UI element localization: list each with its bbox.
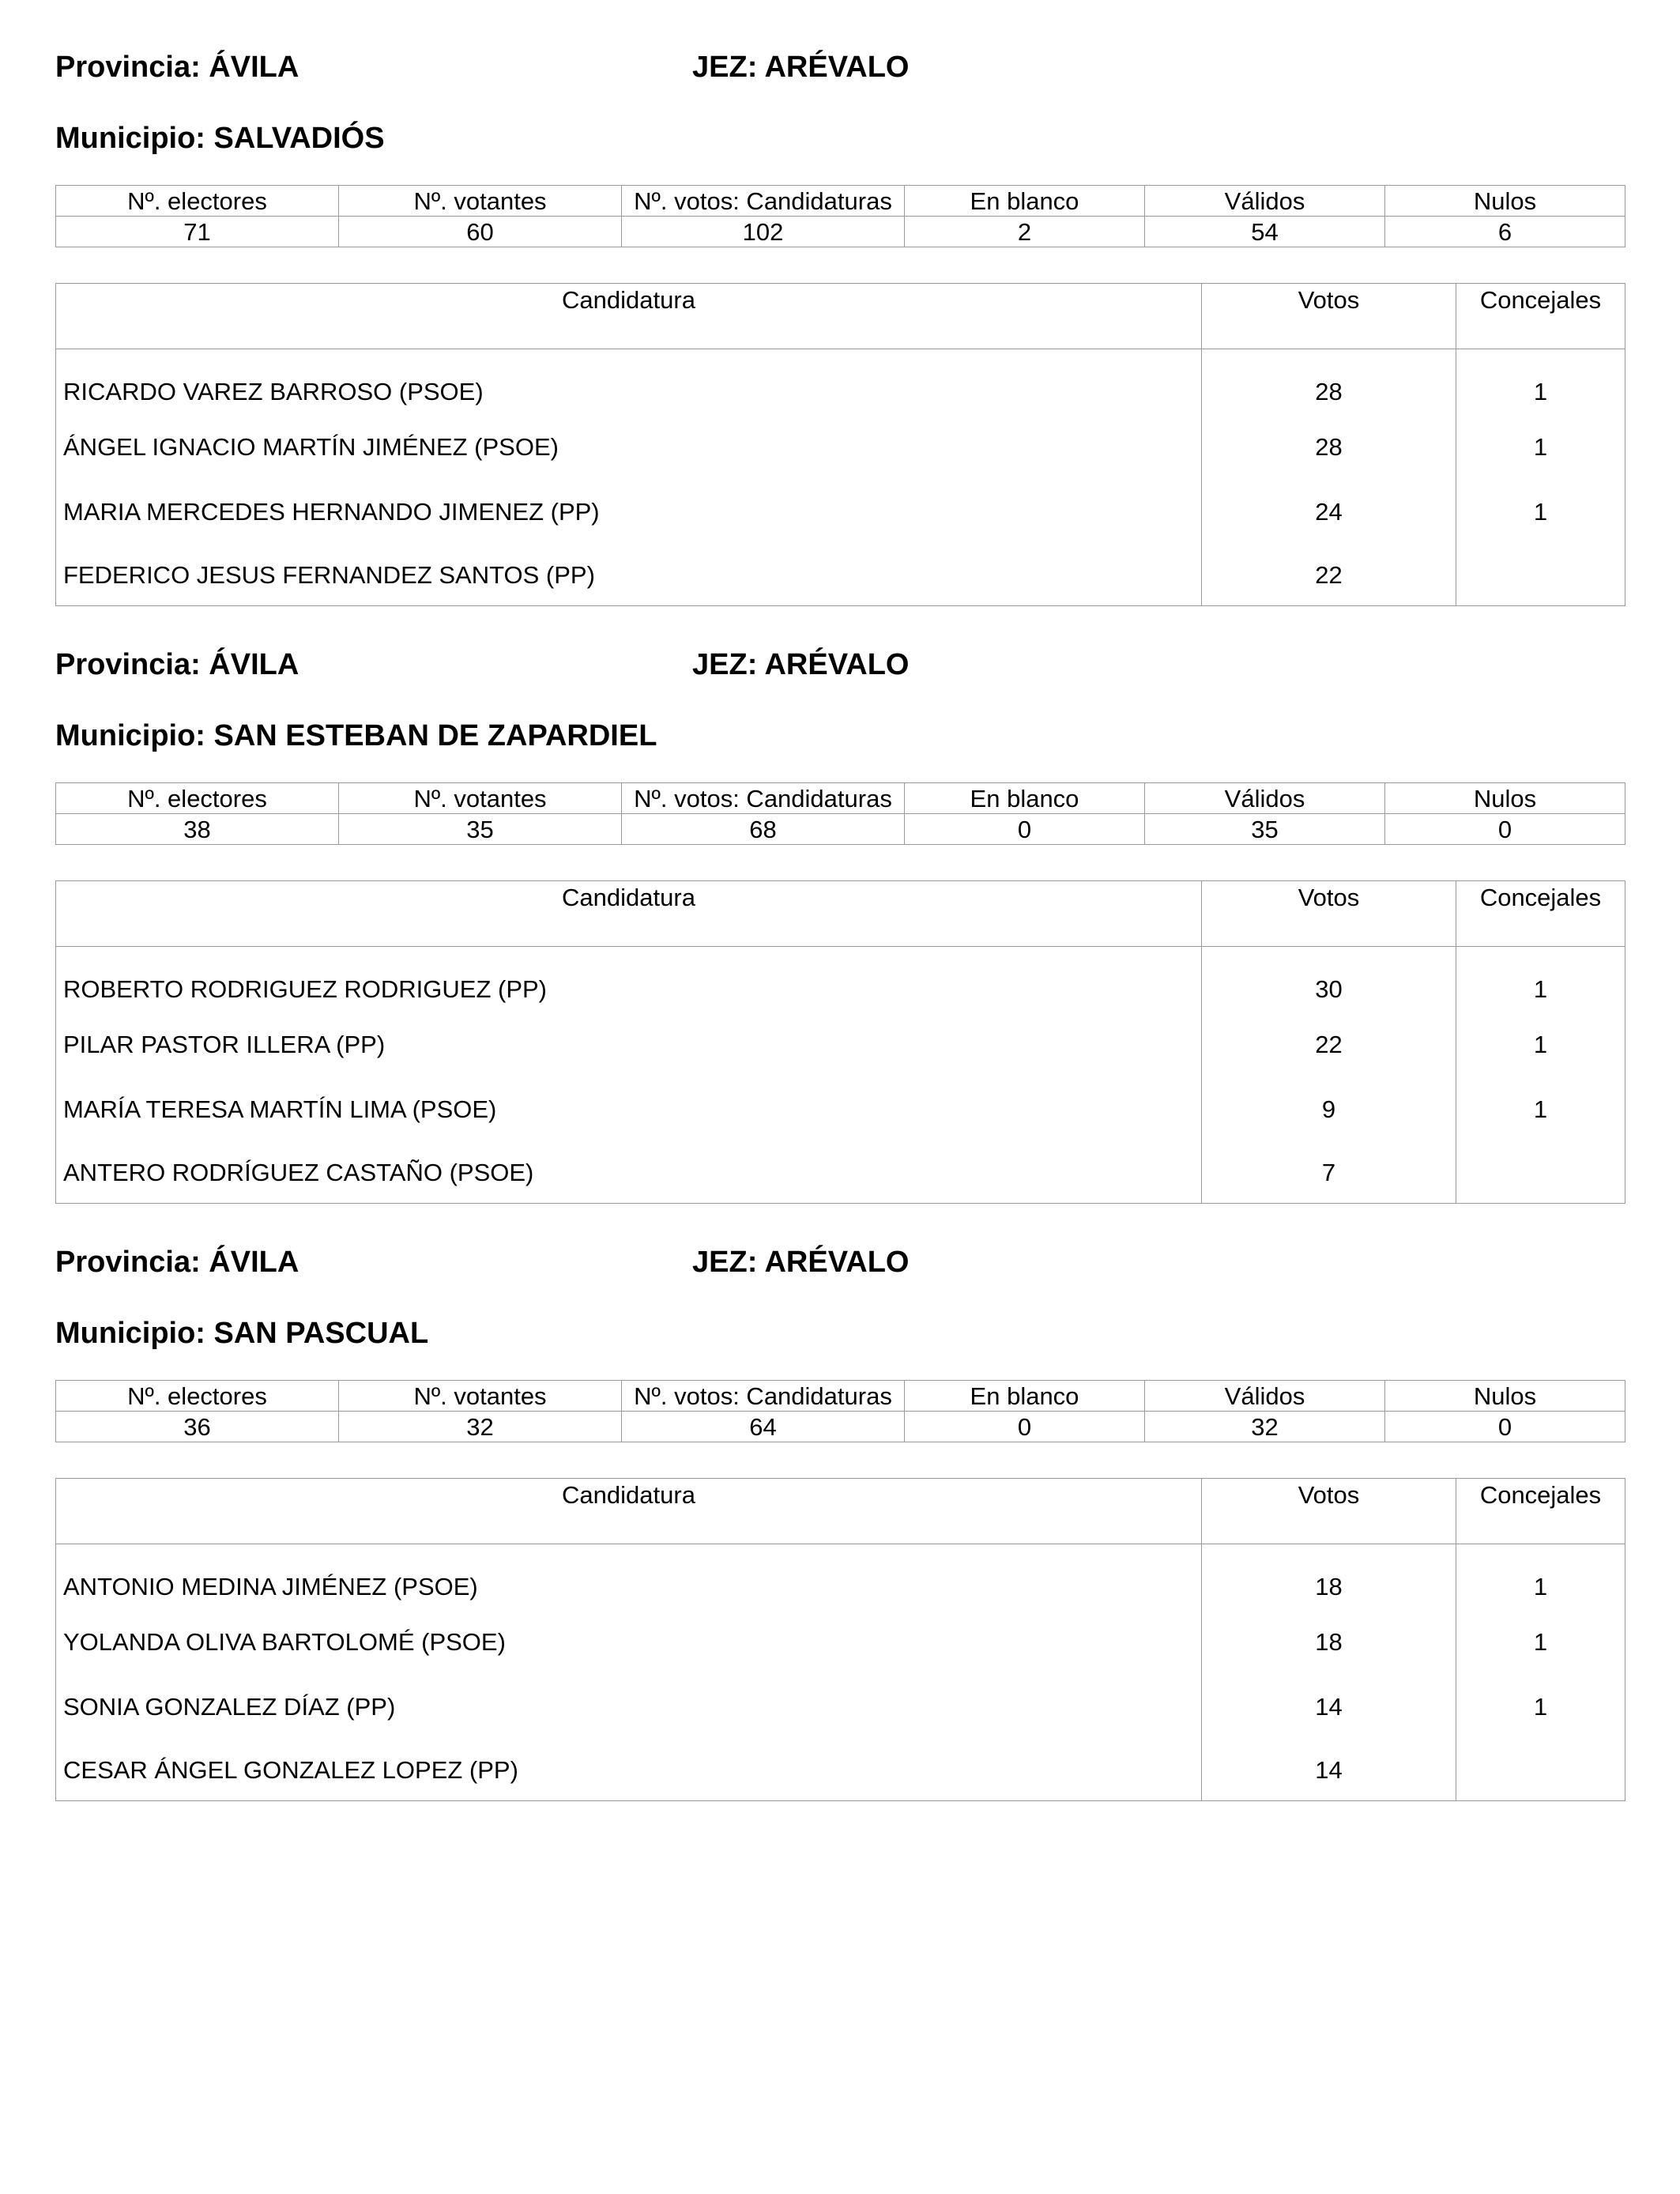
municipio-label: Municipio: SAN PASCUAL xyxy=(55,1317,429,1350)
stats-value-en-blanco: 0 xyxy=(905,814,1145,845)
stats-header-votantes: Nº. votantes xyxy=(339,783,622,814)
stats-value-validos: 32 xyxy=(1145,1412,1385,1442)
candidate-votos: 7 xyxy=(1202,1141,1456,1204)
stats-header-nulos: Nulos xyxy=(1385,783,1625,814)
jez-label: JEZ: ARÉVALO xyxy=(692,51,910,84)
stats-value-votantes: 32 xyxy=(339,1412,622,1442)
candidate-row xyxy=(56,414,1625,479)
stats-value-validos: 54 xyxy=(1145,217,1385,247)
stats-header-row xyxy=(56,783,1625,814)
candidate-name: MARIA MERCEDES HERNANDO JIMENEZ (PP) xyxy=(56,479,1202,544)
jez-label: JEZ: ARÉVALO xyxy=(692,1246,910,1279)
stats-value-votantes: 35 xyxy=(339,814,622,845)
header-votos: Votos xyxy=(1202,881,1456,947)
stats-header-row xyxy=(56,1381,1625,1412)
stats-header-electores: Nº. electores xyxy=(56,1381,339,1412)
candidate-row xyxy=(56,1674,1625,1739)
stats-header-electores: Nº. electores xyxy=(56,186,339,217)
candidate-concejales xyxy=(1456,544,1625,606)
candidate-concejales xyxy=(1456,1141,1625,1204)
stats-value-nulos: 0 xyxy=(1385,814,1625,845)
stats-header-row xyxy=(56,186,1625,217)
provincia-label: Provincia: ÁVILA xyxy=(55,648,299,681)
stats-table xyxy=(55,1380,1625,1442)
stats-header-nulos: Nulos xyxy=(1385,1381,1625,1412)
candidate-row xyxy=(56,544,1625,606)
stats-value-nulos: 6 xyxy=(1385,217,1625,247)
candidate-name: ROBERTO RODRIGUEZ RODRIGUEZ (PP) xyxy=(56,947,1202,1012)
candidate-votos: 14 xyxy=(1202,1739,1456,1801)
candidate-concejales: 1 xyxy=(1456,1674,1625,1739)
candidate-concejales xyxy=(1456,1739,1625,1801)
candidate-name: RICARDO VAREZ BARROSO (PSOE) xyxy=(56,349,1202,415)
jez-label: JEZ: ARÉVALO xyxy=(692,648,910,681)
candidate-name: ANTERO RODRÍGUEZ CASTAÑO (PSOE) xyxy=(56,1141,1202,1204)
candidate-votos: 30 xyxy=(1202,947,1456,1012)
candidate-votos: 18 xyxy=(1202,1544,1456,1610)
stats-value-en-blanco: 2 xyxy=(905,217,1145,247)
candidate-concejales: 1 xyxy=(1456,349,1625,415)
stats-header-votos-candidaturas: Nº. votos: Candidaturas xyxy=(622,1381,905,1412)
stats-header-votantes: Nº. votantes xyxy=(339,1381,622,1412)
candidate-row xyxy=(56,947,1625,1012)
stats-header-votos-candidaturas: Nº. votos: Candidaturas xyxy=(622,783,905,814)
candidate-votos: 22 xyxy=(1202,544,1456,606)
stats-header-validos: Válidos xyxy=(1145,186,1385,217)
stats-value-electores: 71 xyxy=(56,217,339,247)
candidate-name: MARÍA TERESA MARTÍN LIMA (PSOE) xyxy=(56,1076,1202,1141)
candidates-header-row xyxy=(56,1479,1625,1544)
candidate-name: CESAR ÁNGEL GONZALEZ LOPEZ (PP) xyxy=(56,1739,1202,1801)
candidate-concejales: 1 xyxy=(1456,1609,1625,1674)
header-concejales: Concejales xyxy=(1456,881,1625,947)
stats-value-electores: 38 xyxy=(56,814,339,845)
stats-header-electores: Nº. electores xyxy=(56,783,339,814)
candidates-table xyxy=(55,283,1625,606)
municipio-label: Municipio: SAN ESTEBAN DE ZAPARDIEL xyxy=(55,719,657,752)
candidate-votos: 28 xyxy=(1202,349,1456,415)
candidate-name: SONIA GONZALEZ DÍAZ (PP) xyxy=(56,1674,1202,1739)
stats-header-votos-candidaturas: Nº. votos: Candidaturas xyxy=(622,186,905,217)
candidates-header-row xyxy=(56,284,1625,349)
header-votos: Votos xyxy=(1202,1479,1456,1544)
header-concejales: Concejales xyxy=(1456,284,1625,349)
stats-header-validos: Válidos xyxy=(1145,1381,1385,1412)
candidate-row xyxy=(56,479,1625,544)
stats-header-en-blanco: En blanco xyxy=(905,783,1145,814)
candidate-votos: 14 xyxy=(1202,1674,1456,1739)
provincia-label: Provincia: ÁVILA xyxy=(55,51,299,84)
candidate-concejales: 1 xyxy=(1456,1012,1625,1076)
candidate-concejales: 1 xyxy=(1456,947,1625,1012)
candidate-name: PILAR PASTOR ILLERA (PP) xyxy=(56,1012,1202,1076)
header-candidatura: Candidatura xyxy=(56,1479,1202,1544)
header-candidatura: Candidatura xyxy=(56,881,1202,947)
candidate-votos: 18 xyxy=(1202,1609,1456,1674)
candidates-table xyxy=(55,880,1625,1204)
header-candidatura: Candidatura xyxy=(56,284,1202,349)
stats-value-row xyxy=(56,1412,1625,1442)
provincia-label: Provincia: ÁVILA xyxy=(55,1246,299,1279)
stats-header-nulos: Nulos xyxy=(1385,186,1625,217)
stats-header-validos: Válidos xyxy=(1145,783,1385,814)
candidate-row xyxy=(56,1141,1625,1204)
stats-value-validos: 35 xyxy=(1145,814,1385,845)
stats-header-en-blanco: En blanco xyxy=(905,1381,1145,1412)
candidate-row xyxy=(56,1739,1625,1801)
header-concejales: Concejales xyxy=(1456,1479,1625,1544)
candidate-votos: 22 xyxy=(1202,1012,1456,1076)
candidate-concejales: 1 xyxy=(1456,1076,1625,1141)
municipio-label: Municipio: SALVADIÓS xyxy=(55,122,385,155)
candidate-row xyxy=(56,1012,1625,1076)
stats-header-en-blanco: En blanco xyxy=(905,186,1145,217)
stats-value-votantes: 60 xyxy=(339,217,622,247)
stats-value-votos-candidaturas: 64 xyxy=(622,1412,905,1442)
stats-value-electores: 36 xyxy=(56,1412,339,1442)
stats-value-row xyxy=(56,814,1625,845)
candidate-name: FEDERICO JESUS FERNANDEZ SANTOS (PP) xyxy=(56,544,1202,606)
stats-table xyxy=(55,185,1625,247)
stats-value-row xyxy=(56,217,1625,247)
candidate-name: ÁNGEL IGNACIO MARTÍN JIMÉNEZ (PSOE) xyxy=(56,414,1202,479)
candidate-votos: 28 xyxy=(1202,414,1456,479)
candidate-concejales: 1 xyxy=(1456,414,1625,479)
stats-value-votos-candidaturas: 102 xyxy=(622,217,905,247)
candidates-table xyxy=(55,1478,1625,1801)
header-votos: Votos xyxy=(1202,284,1456,349)
candidate-name: ANTONIO MEDINA JIMÉNEZ (PSOE) xyxy=(56,1544,1202,1610)
candidate-row xyxy=(56,1609,1625,1674)
stats-header-votantes: Nº. votantes xyxy=(339,186,622,217)
stats-table xyxy=(55,782,1625,845)
stats-value-votos-candidaturas: 68 xyxy=(622,814,905,845)
candidate-votos: 24 xyxy=(1202,479,1456,544)
candidate-row xyxy=(56,349,1625,415)
candidate-row xyxy=(56,1076,1625,1141)
candidate-concejales: 1 xyxy=(1456,479,1625,544)
candidate-row xyxy=(56,1544,1625,1610)
stats-value-en-blanco: 0 xyxy=(905,1412,1145,1442)
candidates-header-row xyxy=(56,881,1625,947)
candidate-concejales: 1 xyxy=(1456,1544,1625,1610)
stats-value-nulos: 0 xyxy=(1385,1412,1625,1442)
candidate-name: YOLANDA OLIVA BARTOLOMÉ (PSOE) xyxy=(56,1609,1202,1674)
candidate-votos: 9 xyxy=(1202,1076,1456,1141)
